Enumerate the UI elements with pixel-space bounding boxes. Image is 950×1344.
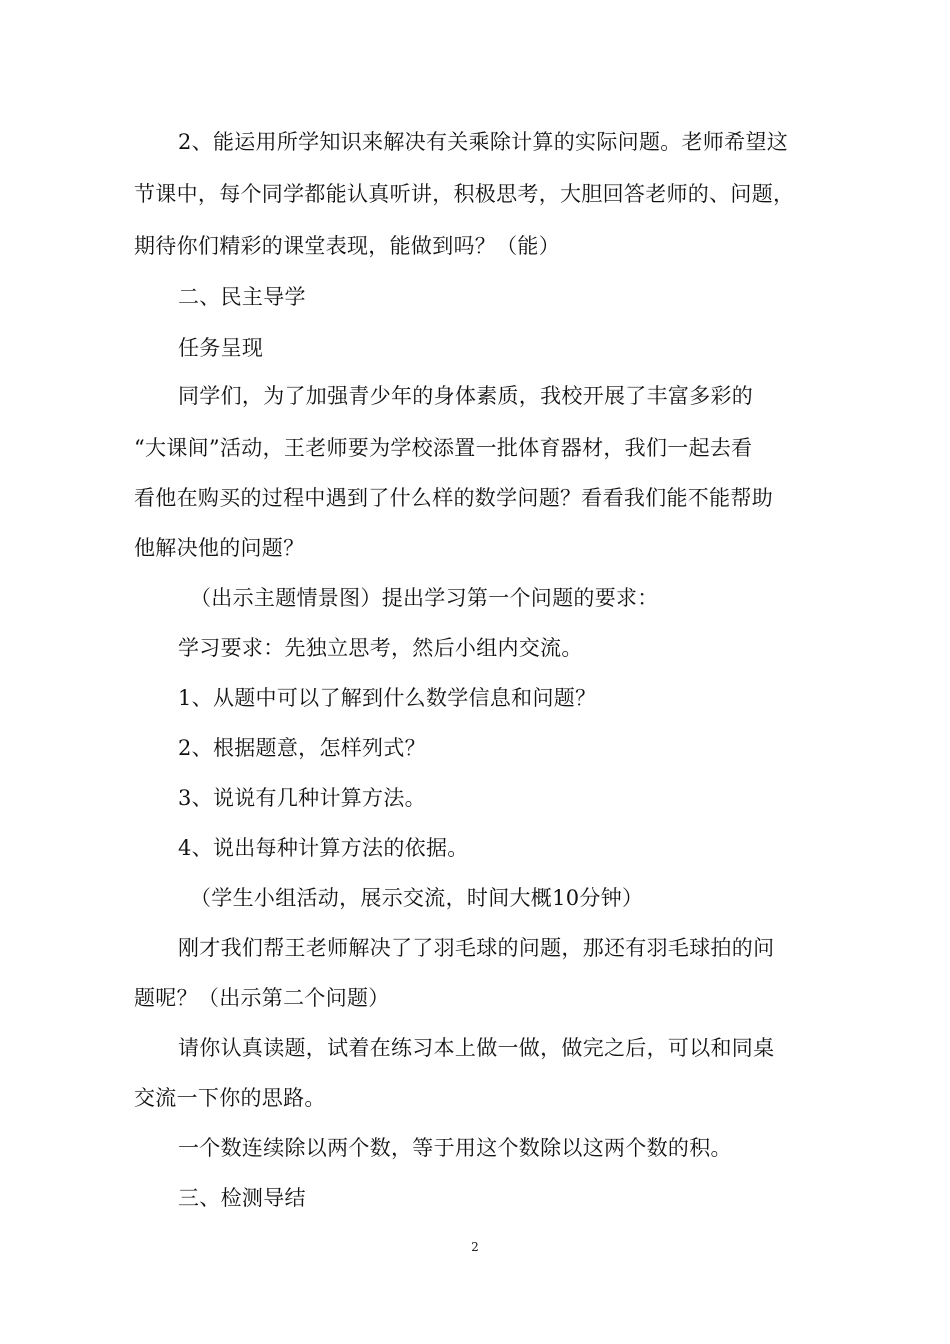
paragraph-line: 他解决他的问题？ (134, 536, 305, 560)
paragraph-line: （学生小组活动，展示交流，时间大概10分钟） (190, 886, 644, 910)
paragraph-line: 题呢？（出示第二个问题） (134, 986, 390, 1010)
paragraph-line: （出示主题情景图）提出学习第一个问题的要求： (190, 586, 659, 610)
list-item: 2、根据题意，怎样列式？ (178, 736, 426, 760)
paragraph-line: 2、能运用所学知识来解决有关乘除计算的实际问题。老师希望这 (178, 130, 789, 154)
paragraph-line: 一个数连续除以两个数，等于用这个数除以这两个数的积。 (178, 1136, 732, 1160)
paragraph-line: 节课中，每个同学都能认真听讲，积极思考，大胆回答老师的、问题， (134, 182, 795, 206)
paragraph-line: 看他在购买的过程中遇到了什么样的数学问题？看看我们能不能帮助 (134, 486, 773, 510)
paragraph-line: 刚才我们帮王老师解决了了羽毛球的问题，那还有羽毛球拍的问 (178, 936, 775, 960)
section-heading: 三、检测导结 (178, 1186, 306, 1210)
page-number: 2 (471, 1240, 479, 1254)
list-item: 3、说说有几种计算方法。 (178, 786, 426, 810)
paragraph-line: “大课间”活动，王老师要为学校添置一批体育器材，我们一起去看 (134, 436, 753, 460)
section-heading: 二、民主导学 (178, 285, 306, 309)
subsection-heading: 任务呈现 (178, 336, 264, 360)
list-item: 4、说出每种计算方法的依据。 (178, 836, 469, 860)
list-item: 1、从题中可以了解到什么数学信息和问题？ (178, 686, 597, 710)
paragraph-line: 请你认真读题，试着在练习本上做一做，做完之后，可以和同桌 (178, 1036, 775, 1060)
paragraph-line: 学习要求：先独立思考，然后小组内交流。 (178, 636, 583, 660)
paragraph-line: 同学们，为了加强青少年的身体素质，我校开展了丰富多彩的 (178, 384, 754, 408)
paragraph-line: 期待你们精彩的课堂表现，能做到吗？（能） (134, 234, 560, 258)
paragraph-line: 交流一下你的思路。 (134, 1086, 326, 1110)
